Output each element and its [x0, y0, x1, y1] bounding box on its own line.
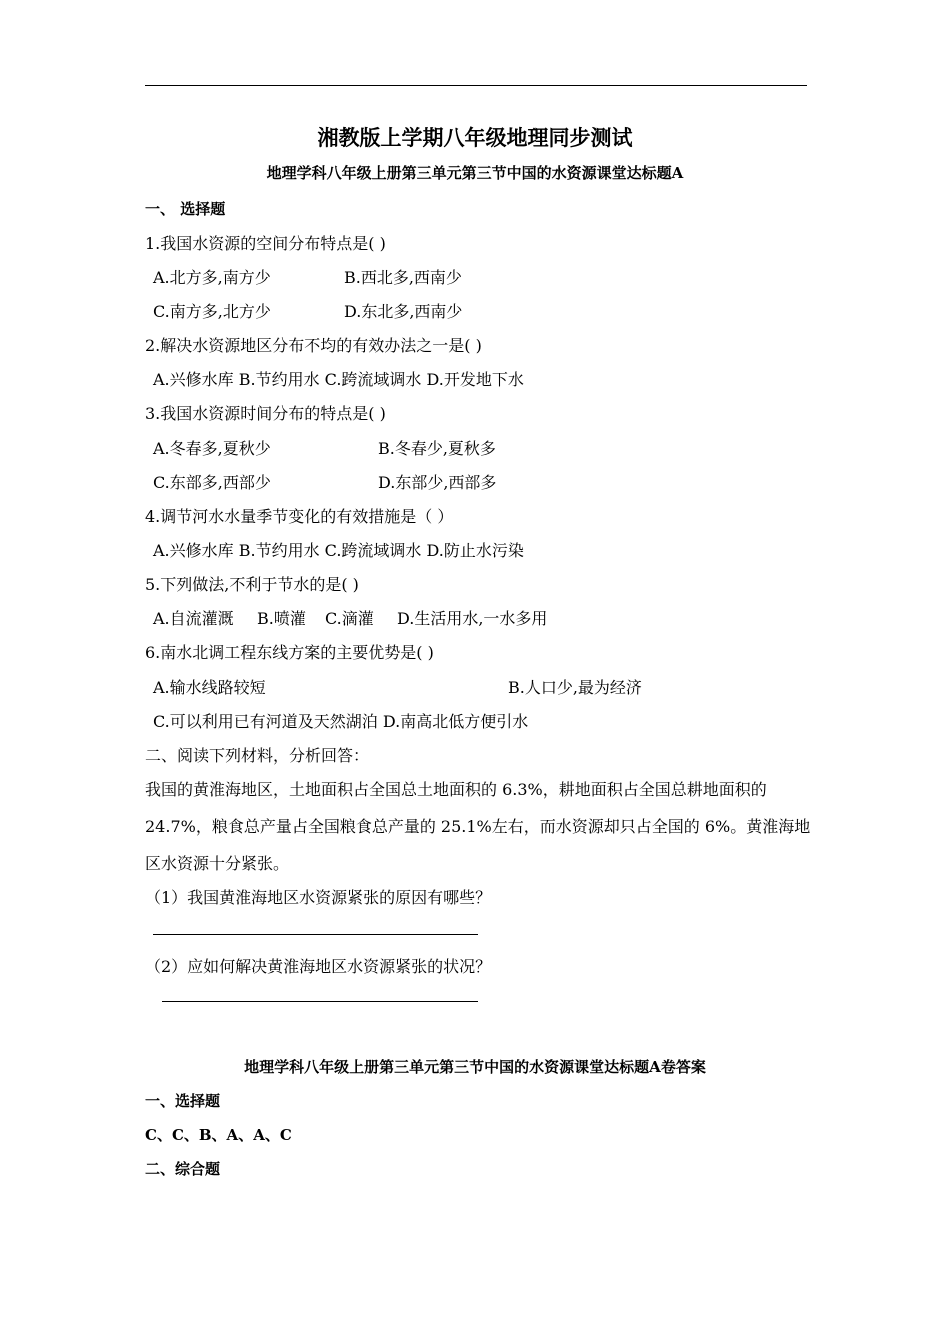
question-1-option-d: D.东北多,西南少: [344, 302, 463, 321]
page-title: 湘教版上学期八年级地理同步测试: [317, 125, 633, 150]
question-5-option-c: C.滴灌: [325, 609, 374, 628]
answer-section-1-heading: 一、选择题: [145, 1092, 221, 1110]
page-subtitle: 地理学科八年级上册第三单元第三节中国的水资源课堂达标题A: [266, 164, 684, 182]
question-3-option-b: B.冬春少,夏秋多: [378, 439, 496, 458]
question-5-option-d: D.生活用水,一水多用: [397, 609, 548, 628]
sub-question-2: （2）应如何解决黄淮海地区水资源紧张的状况？: [145, 957, 492, 976]
material-line-2: 24.7%，粮食总产量占全国粮食总产量的 25.1%左右，而水资源却只占全国的 6%。黄淮海地: [145, 817, 811, 836]
question-3-option-a: A.冬春多,夏秋少: [153, 439, 271, 458]
answer-blank-1: [153, 934, 478, 935]
material-line-1: 我国的黄淮海地区，土地面积占全国总土地面积的 6.3%，耕地面积占全国总耕地面积的: [145, 780, 767, 799]
question-5-option-b: B.喷灌: [257, 609, 306, 628]
material-line-3: 区水资源十分紧张。: [145, 854, 290, 873]
question-6-option-b: B.人口少,最为经济: [508, 678, 642, 697]
question-5-stem: 5.下列做法,不利于节水的是( ): [145, 575, 359, 594]
question-1-option-c: C.南方多,北方少: [153, 302, 271, 321]
question-2-options: A.兴修水库 B.节约用水 C.跨流域调水 D.开发地下水: [153, 370, 524, 389]
question-4-stem: 4.调节河水水量季节变化的有效措施是（ ）: [145, 507, 454, 526]
answer-blank-2: [162, 1001, 478, 1002]
sub-question-1: （1）我国黄淮海地区水资源紧张的原因有哪些？: [145, 888, 492, 907]
answer-key-title: 地理学科八年级上册第三单元第三节中国的水资源课堂达标题A卷答案: [244, 1058, 706, 1076]
question-3-option-c: C.东部多,西部少: [153, 473, 271, 492]
question-3-stem: 3.我国水资源时间分布的特点是( ): [145, 404, 386, 423]
question-5-option-a: A.自流灌溉: [153, 609, 234, 628]
question-1-option-a: A.北方多,南方少: [153, 268, 271, 287]
answer-section-1-values: C、C、B、A、A、C: [145, 1126, 292, 1144]
question-4-options: A.兴修水库 B.节约用水 C.跨流域调水 D.防止水污染: [153, 541, 524, 560]
header-rule: [145, 85, 807, 86]
question-1-option-b: B.西北多,西南少: [344, 268, 462, 287]
question-6-options-cd: C.可以利用已有河道及天然湖泊 D.南高北低方便引水: [153, 712, 529, 731]
section-2-heading: 二、阅读下列材料，分析回答：: [145, 746, 370, 765]
question-6-stem: 6.南水北调工程东线方案的主要优势是( ): [145, 643, 434, 662]
question-3-option-d: D.东部少,西部多: [378, 473, 497, 492]
answer-section-2-heading: 二、综合题: [145, 1160, 221, 1178]
section-1-heading: 一、 选择题: [145, 200, 226, 218]
question-6-option-a: A.输水线路较短: [153, 678, 266, 697]
question-2-stem: 2.解决水资源地区分布不均的有效办法之一是( ): [145, 336, 482, 355]
question-1-stem: 1.我国水资源的空间分布特点是( ): [145, 234, 386, 253]
